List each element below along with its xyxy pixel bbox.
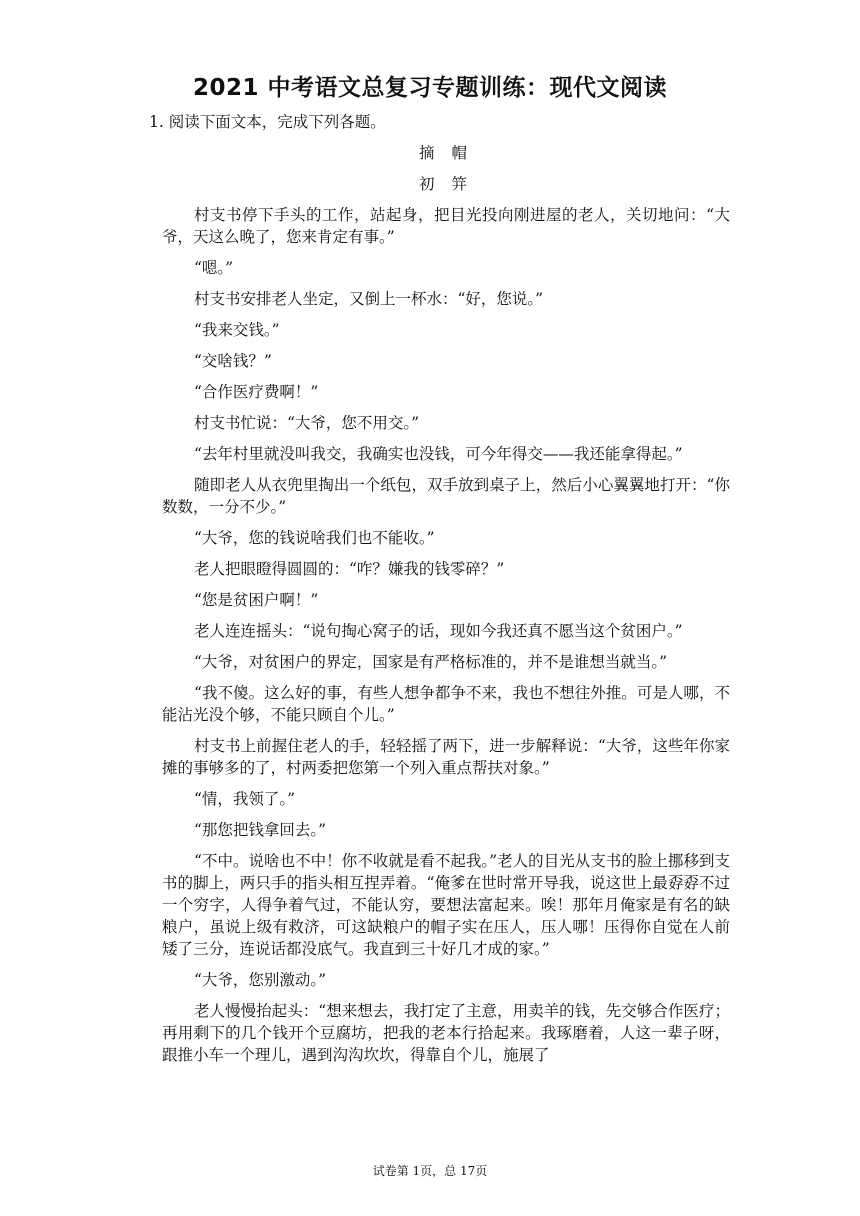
story-author: 初 笄 (419, 175, 473, 193)
paragraph: “嗯。” (194, 259, 234, 277)
paragraph: 老人连连摇头：“说句掏心窝子的话，现如今我还真不愿当这个贫困户。” (194, 622, 683, 640)
paragraph: “您是贫困户啊！” (194, 591, 319, 609)
paragraph: “我不傻。这么好的事，有些人想争都争不来，我也不想往外推。可是人哪，不能沾光没个够，不能只顾自个儿。” (162, 684, 730, 724)
paragraph: “我来交钱。” (194, 321, 280, 339)
paragraph: “大爷，您的钱说啥我们也不能收。” (194, 529, 435, 547)
document-body (149, 111, 730, 1075)
paragraph: 老人慢慢抬起头：“想来想去，我打定了主意，用卖羊的钱，先交够合作医疗；再用剩下的几个钱开个豆腐坊，把我的老本行拾起来。我琢磨着，人这一辈子呀，跟推小车一个理儿，遇到沟沟坎坎，得靠自个儿，施展了 (162, 1002, 730, 1064)
story-title: 摘 帽 (419, 144, 473, 162)
paragraph: “大爷，您别激动。” (194, 971, 327, 989)
paragraph: 老人把眼瞪得圆圆的：“咋？嫌我的钱零碎？” (194, 560, 505, 578)
document-title: 2021 中考语文总复习专题训练：现代文阅读 (192, 75, 668, 101)
paragraph: 村支书上前握住老人的手，轻轻摇了两下，进一步解释说：“大爷，这些年你家摊的事够多的了，村两委把您第一个列入重点帮扶对象。” (162, 737, 730, 777)
paragraph: “交啥钱？” (194, 352, 272, 370)
paragraph: “去年村里就没叫我交，我确实也没钱，可今年得交——我还能拿得起。” (194, 445, 683, 463)
question-intro: 1. 阅读下面文本，完成下列各题。 (149, 113, 386, 131)
paragraph: 村支书安排老人坐定，又倒上一杯水：“好，您说。” (194, 290, 544, 308)
paragraph: 随即老人从衣兜里掏出一个纸包，双手放到桌子上，然后小心翼翼地打开：“你数数，一分不少。” (162, 476, 730, 516)
paragraph: 村支书停下手头的工作，站起身，把目光投向刚进屋的老人，关切地问：“大爷，天这么晚了，您来肯定有事。” (162, 206, 730, 246)
paragraph: “情，我领了。” (194, 790, 296, 808)
paragraph: “合作医疗费啊！” (194, 383, 319, 401)
paragraph: “那您把钱拿回去。” (194, 821, 327, 839)
paragraph: “不中。说啥也不中！你不收就是看不起我。”老人的目光从支书的脸上挪移到支书的脚上，两只手的指头相互捏弄着。“俺爹在世时常开导我，说这世上最孬孬不过一个穷字，人得争着气过，不能认穷，要想法富起来。唉！那年月俺家是有名的缺粮户，虽说上级有救济，可这缺粮户的帽子实在压人，压人哪！压得你自觉在人前矮了三分，连说话都没底气。我直到三十好几才成的家。” (162, 852, 730, 958)
paragraph: “大爷，对贫困户的界定，国家是有严格标准的，并不是谁想当就当。” (194, 653, 668, 671)
page-footer: 试卷第 1页，总 17页 (372, 1164, 488, 1178)
paragraph: 村支书忙说：“大爷，您不用交。” (194, 414, 420, 432)
